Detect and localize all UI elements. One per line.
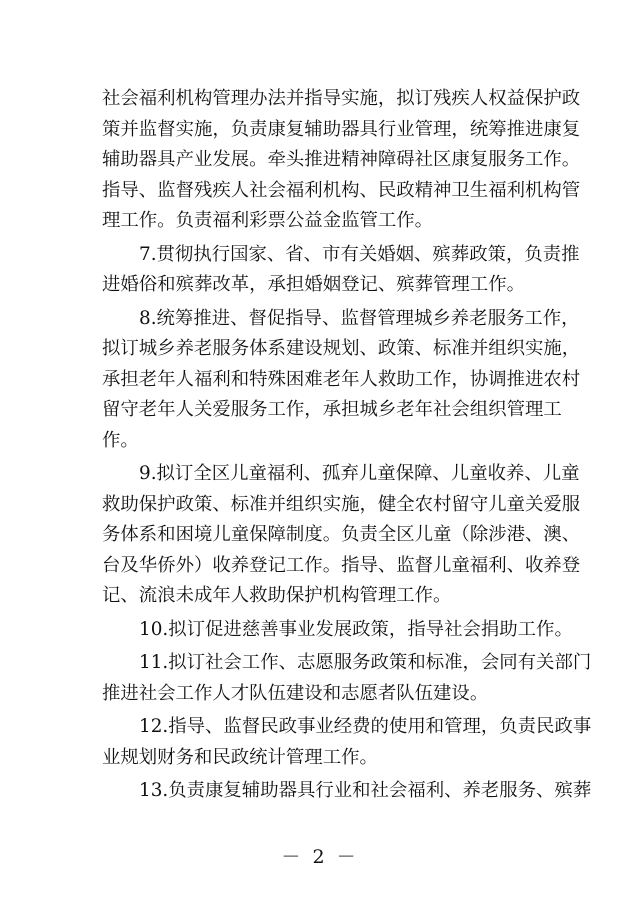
- paragraph-item-8: [102, 304, 581, 457]
- text-line: 留守老年人关爱服务工作，承担城乡老年社会组织管理工: [102, 399, 562, 420]
- text-line: 辅助器具产业发展。牵头推进精神障碍社区康复服务工作。: [102, 149, 581, 170]
- text-line: 社会福利机构管理办法并指导实施，拟订残疾人权益保护政: [102, 88, 581, 109]
- paragraph-item-9: [102, 459, 581, 612]
- document-body: [102, 84, 592, 807]
- text-line: 13.负责康复辅助器具行业和社会福利、养老服务、殡葬: [139, 780, 592, 801]
- text-line: 作。: [102, 429, 139, 451]
- text-line: 记、流浪未成年人救助保护机构管理工作。: [102, 585, 452, 606]
- text-line: 9.拟订全区儿童福利、孤弃儿童保障、儿童收养、儿童: [139, 463, 580, 484]
- text-line: 指导、监督残疾人社会福利机构、民政精神卫生福利机构管: [102, 179, 581, 201]
- text-line: 业规划财务和民政统计管理工作。: [102, 746, 378, 768]
- text-line: 策并监督实施，负责康复辅助器具行业管理，统筹推进康复: [102, 118, 581, 140]
- text-line: 理工作。负责福利彩票公益金监管工作。: [102, 210, 434, 231]
- text-line: 进婚俗和殡葬改革，承担婚姻登记、殡葬管理工作。: [102, 274, 525, 295]
- paragraph-item-7: [102, 240, 580, 301]
- text-line: 台及华侨外）收养登记工作。指导、监督儿童福利、收养登: [102, 554, 581, 576]
- text-line: 10.拟订促进慈善事业发展政策，指导社会捐助工作。: [139, 618, 573, 640]
- text-line: 救助保护政策、标准并组织实施，健全农村留守儿童关爱服: [102, 493, 581, 515]
- text-line: 推进社会工作人才队伍建设和志愿者队伍建设。: [102, 682, 489, 704]
- text-line: 11.拟订社会工作、志愿服务政策和标准，会同有关部门: [139, 652, 592, 673]
- page-number: － 2 －: [281, 846, 359, 868]
- paragraph-item-10: [102, 615, 573, 646]
- text-line: 务体系和困境儿童保障制度。负责全区儿童（除涉港、澳、: [102, 524, 581, 545]
- paragraph-item-11: [102, 648, 592, 709]
- text-line: 7.贯彻执行国家、省、市有关婚姻、殡葬政策，负责推: [139, 243, 580, 265]
- text-line: 承担老年人福利和特殊困难老年人救助工作，协调推进农村: [102, 368, 581, 390]
- paragraph-item-12: [102, 712, 592, 773]
- text-line: 12.指导、监督民政事业经费的使用和管理，负责民政事: [139, 716, 592, 737]
- paragraph-item-13: [102, 776, 592, 807]
- paragraph-continuation: [102, 84, 581, 237]
- text-line: 拟订城乡养老服务体系建设规划、政策、标准并组织实施，: [102, 338, 581, 359]
- text-line: 8.统筹推进、督促指导、监督管理城乡养老服务工作，: [139, 307, 580, 329]
